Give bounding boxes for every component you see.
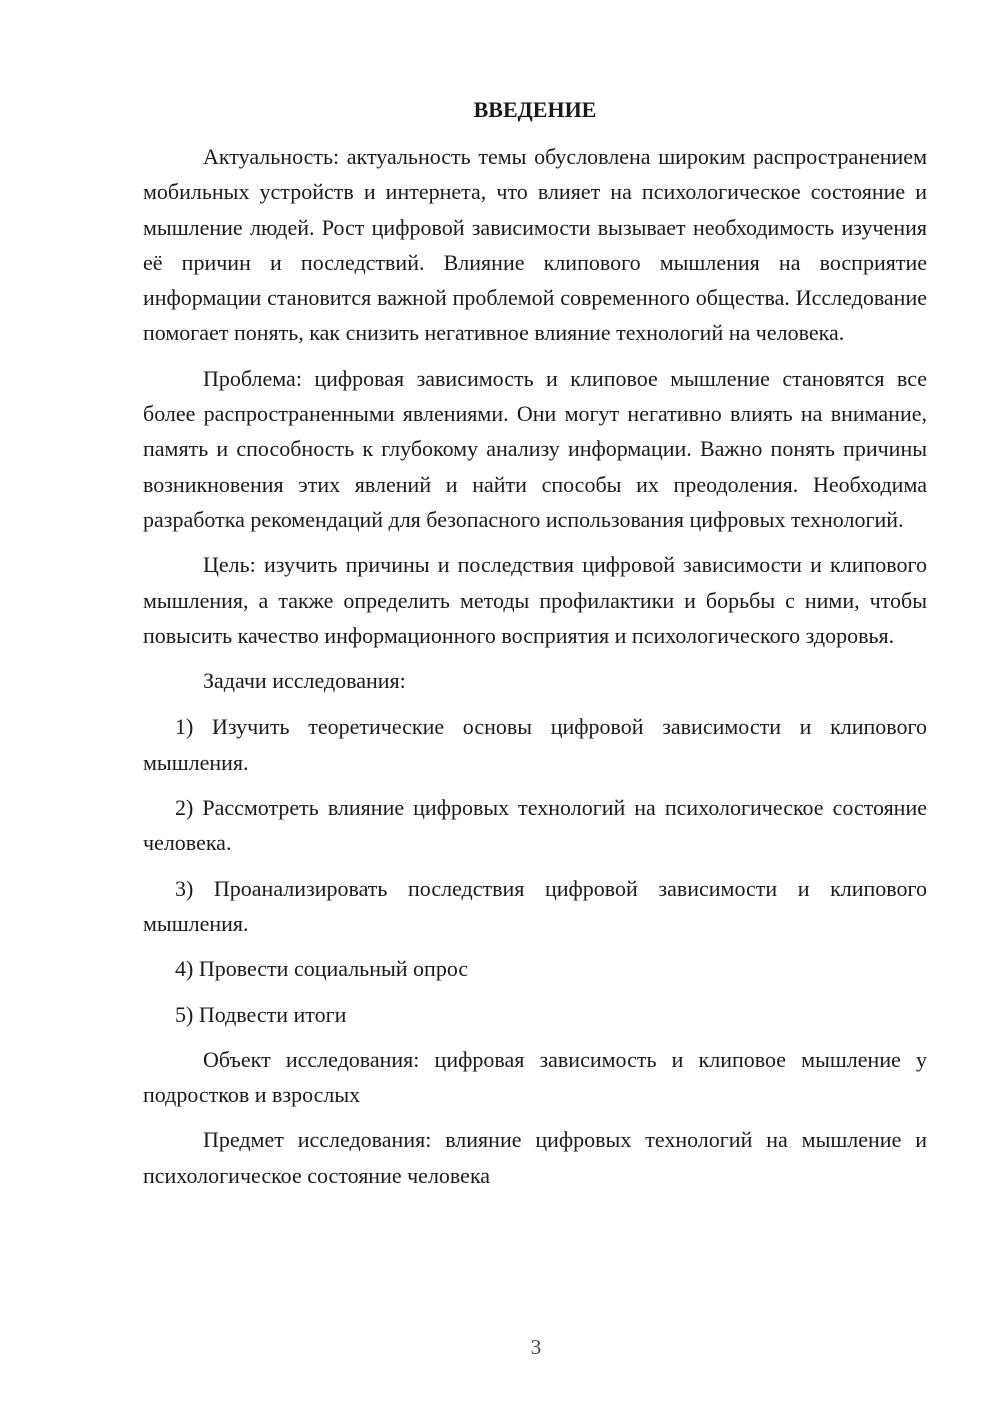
- paragraph-object: Объект исследования: цифровая зависимость и клиповое мышление у подростков и взрослых: [143, 1046, 927, 1108]
- paragraph-problem: Проблема: цифровая зависимость и клиповое мышление становятся все более распространенными явлениями. Они могут негативно влиять на внимание, память и способность к глубокому анализу информации. Важно понять причины возникновения этих явлений и найти способы их преодоления. Необходима разработка рекомендаций для безопасного использования цифровых технологий.: [143, 365, 927, 532]
- task-item-3: 3) Проанализировать последствия цифровой зависимости и клипового мышления.: [143, 875, 927, 936]
- tasks-heading: Задачи исследования:: [203, 668, 406, 694]
- document-page: [143, 92, 927, 1203]
- paragraph-relevance: Актуальность: актуальность темы обусловлена широким распространением мобильных устройств и интернета, что влияет на психологическое состояние и мышление людей. Рост цифровой зависимости вызывает необходимость изучения её причин и последствий. Влияние клипового мышления на восприятие информации становится важной проблемой современного общества. Исследование помогает понять, как снизить негативное влияние технологий на человека.: [143, 144, 927, 346]
- task-item-1: 1) Изучить теоретические основы цифровой зависимости и клипового мышления.: [143, 714, 927, 775]
- task-item-2: 2) Рассмотреть влияние цифровых технологий на психологическое состояние человека.: [143, 795, 927, 856]
- task-item-5: 5) Подвести итоги: [175, 1001, 347, 1027]
- paragraph-goal: Цель: изучить причины и последствия цифровой зависимости и клипового мышления, а также определить методы профилактики и борьбы с ними, чтобы повысить качество информационного восприятия и психологического здоровья.: [143, 552, 927, 648]
- paragraph-subject: Предмет исследования: влияние цифровых технологий на мышление и психологическое состояние человека: [143, 1127, 927, 1188]
- page-number: 3: [530, 1335, 542, 1359]
- document-title: ВВЕДЕНИЕ: [473, 97, 597, 122]
- task-item-4: 4) Провести социальный опрос: [175, 956, 469, 982]
